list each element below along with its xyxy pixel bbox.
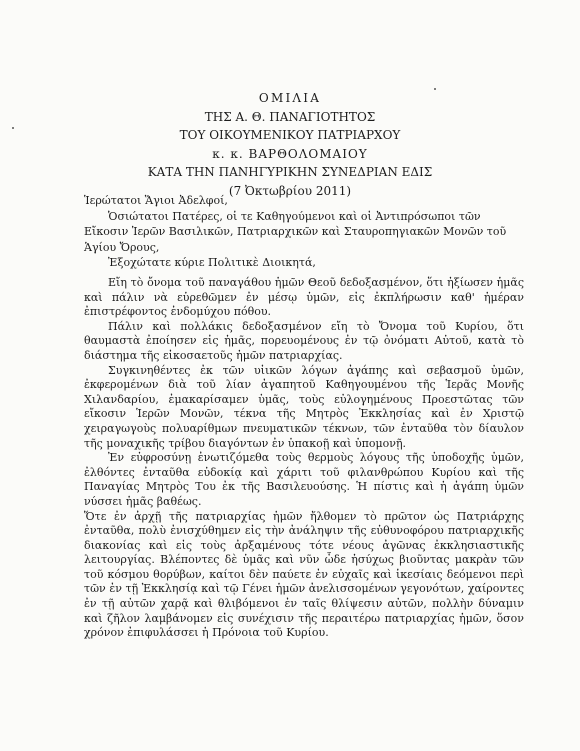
salutation-line-1: Ἱερώτατοι Ἅγιοι Ἀδελφοί, <box>84 194 228 207</box>
header-line-4: κ. κ. ΒΑΡΘΟΛΟΜΑΙΟΥ <box>212 146 368 161</box>
salutation-line-2: Ὁσιώτατοι Πατέρες, οἱ τε Καθηγούμενοι καὶ οἱ Ἀντιπρόσωποι τῶν <box>108 209 481 223</box>
paragraph-2: Πάλιν καὶ πολλάκις δεδοξασμένον εἴη τὸ Ὄνομα τοῦ Κυρίου, ὅτι θαυμαστὰ ἐποίησεν εἰς ἡμᾶς, πορευομένους ἐν τῷ ὀνόματι Αὐτοῦ, κατὰ τὸ διάστημα τῆς εἰκοσαετοῦς ἡμῶν πατριαρχίας. <box>84 319 524 362</box>
paragraph-1: Εἴη τὸ ὄνομα τοῦ παναγάθου ἡμῶν Θεοῦ δεδοξασμένον, ὅτι ἠξίωσεν ἡμᾶς καὶ πάλιν νὰ εὑρεθῶμεν ἐν μέσῳ ὑμῶν, εἰς ἐκπλήρωσιν καθ' ἡμέραν ἐπιστρέφοντος ἐνδομύχου πόθου. <box>84 276 524 319</box>
document-header <box>0 89 580 200</box>
salutation-line-5: Ἐξοχώτατε κύριε Πολιτικὲ Διοικητά, <box>108 256 316 270</box>
paragraph-3: Συγκινηθέντες ἐκ τῶν υἱικῶν λόγων ἀγάπης καὶ σεβασμοῦ ὑμῶν, ἐκφερομένων διὰ τοῦ λίαν ἀγαπητοῦ Καθηγουμένου τῆς Ἱερᾶς Μονῆς Χιλανδαρίου, ἐμακαρίσαμεν ὑμᾶς, τοὺς εὐλογημένους Προεστῶτας τῶν εἴκοσιν Ἱερῶν Μονῶν, τέκνα τῆς Μητρὸς Ἐκκλησίας καὶ ἐν Χριστῷ χειραγωγοὺς πολυαρίθμων πνευματικῶν τέκνων, τῶν ἐνταῦθα τὸν δίαυλον τῆς μοναχικῆς τρίβου διαγόντων ἐν ὑπακοῇ καὶ ὑπομονῇ. <box>84 363 524 450</box>
speech-body <box>84 276 524 641</box>
header-line-3: ΤΟΥ ΟΙΚΟΥΜΕΝΙΚΟΥ ΠΑΤΡΙΑΡΧΟΥ <box>179 128 401 142</box>
salutation-line-4: Ἁγίου Ὄρους, <box>84 240 160 254</box>
paragraph-5: Ὅτε ἐν ἀρχῇ τῆς πατριαρχίας ἡμῶν ἤλθομεν τὸ πρῶτον ὡς Πατριάρχης ἐνταῦθα, πολὺ ἐνισχύθημεν εἰς τὴν ἀνάληψιν τῆς εὐθυνοφόρου πατριαρχικῆς διακονίας καὶ εἰς τοὺς ἀρξαμένους τότε νέους ἀγῶνας ἐκκλησιαστικῆς λειτουργίας. Βλέποντες δὲ ὑμᾶς καὶ νῦν ὧδε ἡσύχως βιοῦντας μακρὰν τῶν τοῦ κόσμου θορύβων, καίτοι δὲν παύετε ἐν εὐχαῖς καὶ ἱκεσίαις δεόμενοι περὶ τῶν ἐν τῇ Ἐκκλησίᾳ καὶ τῷ Γένει ἡμῶν ἀνελισσομένων γεγονότων, χαίροντες ἐν τῇ αὐτῶν χαρᾷ καὶ θλιβόμενοι ἐν ταῖς θλίψεσιν αὐτῶν, πολλὴν δύναμιν καὶ ζῆλον λαμβάνομεν εἰς συνέχισιν τῆς περαιτέρω πατριαρχίας ἡμῶν, ὅσον χρόνον ἐπιφυλάσσει ἡ Πρόνοια τοῦ Κυρίου. <box>84 509 524 640</box>
header-line-5: ΚΑΤΑ ΤΗΝ ΠΑΝΗΓΥΡΙΚΗΝ ΣΥΝΕΔΡΙΑΝ ΕΔΙΣ <box>147 165 433 179</box>
header-title: ΟΜΙΛΙΑ <box>258 91 322 105</box>
header-date: (7 Ὀκτωβρίου 2011) <box>228 183 352 198</box>
header-line-2: ΤΗΣ Α. Θ. ΠΑΝΑΓΙΟΤΗΤΟΣ <box>204 109 376 124</box>
paragraph-4: Ἐν εὐφροσύνῃ ἐνωτιζόμεθα τοὺς θερμοὺς λόγους τῆς ὑποδοχῆς ὑμῶν, ἐλθόντες ἐνταῦθα εὐδοκίᾳ καὶ χάριτι τοῦ φιλανθρώπου Κυρίου καὶ τῆς Παναγίας Μητρὸς Του ἐκ τῆς Βασιλευούσης. Ἡ πίστις καὶ ἡ ἀγάπη ὑμῶν νύσσει ἡμᾶς βαθέως. <box>84 451 524 508</box>
salutation-line-3: Εἴκοσιν Ἱερῶν Βασιλικῶν, Πατριαρχικῶν καὶ Σταυροπηγιακῶν Μονῶν τοῦ <box>84 225 507 239</box>
salutation-block <box>84 193 524 271</box>
